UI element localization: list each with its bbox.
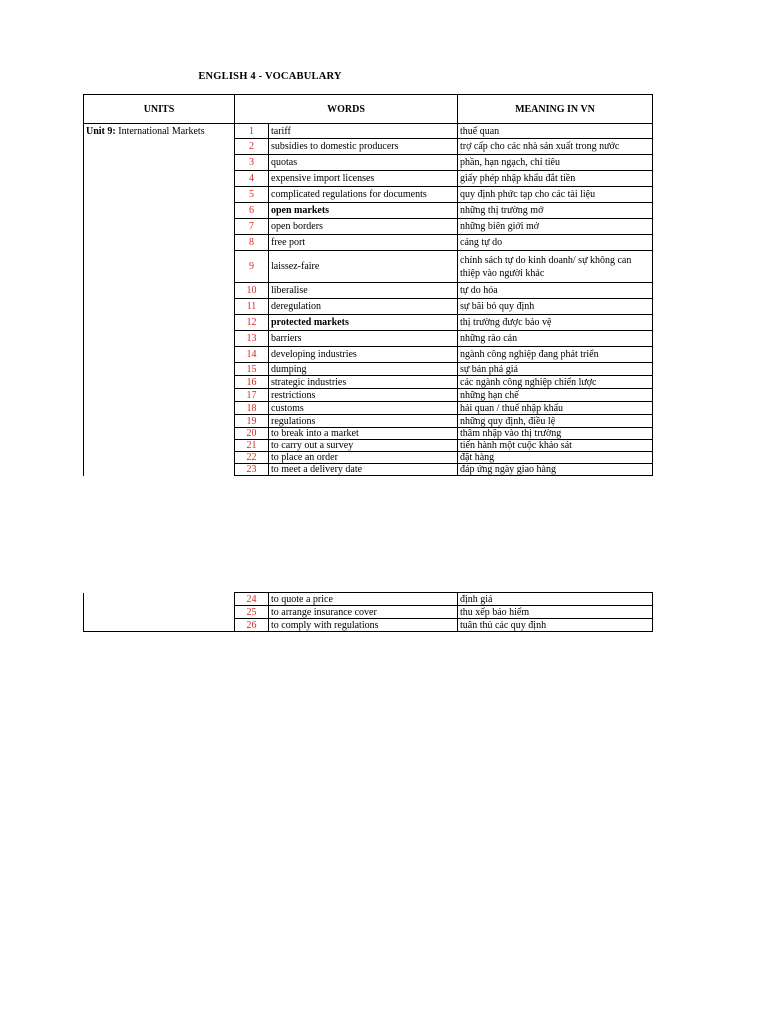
vocab-word: to meet a delivery date	[269, 464, 458, 476]
vocab-word: complicated regulations for documents	[269, 187, 458, 203]
row-number: 25	[235, 606, 269, 619]
vocab-word: to quote a price	[269, 593, 458, 606]
vocab-word: tariff	[269, 124, 458, 139]
vocab-word: to carry out a survey	[269, 440, 458, 452]
vocab-word: developing industries	[269, 347, 458, 363]
vocab-meaning: thuế quan	[458, 124, 653, 139]
row-number: 16	[235, 376, 269, 389]
row-number: 7	[235, 219, 269, 235]
vocab-meaning: cảng tự do	[458, 235, 653, 251]
row-number: 19	[235, 415, 269, 428]
vocab-word: laissez-faire	[269, 251, 458, 283]
vocab-meaning: những rào cản	[458, 331, 653, 347]
vocab-meaning: đặt hàng	[458, 452, 653, 464]
vocab-word: to comply with regulations	[269, 619, 458, 632]
vocab-meaning: trợ cấp cho các nhà sản xuất trong nước	[458, 139, 653, 155]
row-number: 21	[235, 440, 269, 452]
unit-cell	[84, 593, 235, 632]
row-number: 4	[235, 171, 269, 187]
vocab-word: to arrange insurance cover	[269, 606, 458, 619]
vocab-word: protected markets	[269, 315, 458, 331]
row-number: 18	[235, 402, 269, 415]
table-row	[84, 593, 653, 606]
vocab-word: barriers	[269, 331, 458, 347]
vocabulary-table	[83, 94, 653, 476]
header-units: UNITS	[84, 95, 235, 124]
row-number: 1	[235, 124, 269, 139]
vocab-word: customs	[269, 402, 458, 415]
row-number: 20	[235, 428, 269, 440]
vocab-word: expensive import licenses	[269, 171, 458, 187]
table-header-row	[84, 95, 653, 124]
row-number: 26	[235, 619, 269, 632]
vocab-meaning: tuân thủ các quy định	[458, 619, 653, 632]
row-number: 14	[235, 347, 269, 363]
vocab-meaning: tiến hành một cuộc khảo sát	[458, 440, 653, 452]
vocab-meaning: sự bán phá giá	[458, 363, 653, 376]
vocab-meaning: tự do hóa	[458, 283, 653, 299]
vocab-meaning: hải quan / thuế nhập khẩu	[458, 402, 653, 415]
vocab-meaning: thị trường được bảo vệ	[458, 315, 653, 331]
vocabulary-table-continued	[83, 592, 653, 632]
vocab-word: open markets	[269, 203, 458, 219]
row-number: 6	[235, 203, 269, 219]
vocab-meaning: những hạn chế	[458, 389, 653, 402]
row-number: 22	[235, 452, 269, 464]
unit-cell	[84, 124, 235, 476]
vocab-meaning: những biên giới mở	[458, 219, 653, 235]
row-number: 5	[235, 187, 269, 203]
document-title: ENGLISH 4 - VOCABULARY	[198, 71, 342, 82]
row-number: 15	[235, 363, 269, 376]
vocab-meaning: sự bãi bỏ quy định	[458, 299, 653, 315]
vocab-meaning: thâm nhập vào thị trường	[458, 428, 653, 440]
row-number: 3	[235, 155, 269, 171]
vocab-word: subsidies to domestic producers	[269, 139, 458, 155]
vocab-meaning: những thị trường mở	[458, 203, 653, 219]
vocab-meaning: các ngành công nghiệp chiến lược	[458, 376, 653, 389]
row-number: 10	[235, 283, 269, 299]
vocab-word: dumping	[269, 363, 458, 376]
row-number: 2	[235, 139, 269, 155]
vocab-word: free port	[269, 235, 458, 251]
vocab-meaning: định giá	[458, 593, 653, 606]
vocab-word: regulations	[269, 415, 458, 428]
header-words: WORDS	[235, 95, 458, 124]
row-number: 8	[235, 235, 269, 251]
vocab-word: open borders	[269, 219, 458, 235]
vocab-meaning: đáp ứng ngày giao hàng	[458, 464, 653, 476]
row-number: 12	[235, 315, 269, 331]
vocab-meaning: những quy định, điều lệ	[458, 415, 653, 428]
vocab-meaning: phần, hạn ngạch, chỉ tiêu	[458, 155, 653, 171]
row-number: 23	[235, 464, 269, 476]
vocab-word: strategic industries	[269, 376, 458, 389]
vocab-word: restrictions	[269, 389, 458, 402]
vocab-meaning: giấy phép nhập khẩu đắt tiền	[458, 171, 653, 187]
vocab-word: deregulation	[269, 299, 458, 315]
vocab-word: quotas	[269, 155, 458, 171]
header-meaning: MEANING IN VN	[458, 95, 653, 124]
row-number: 17	[235, 389, 269, 402]
vocab-meaning: thu xếp bảo hiểm	[458, 606, 653, 619]
vocab-word: to break into a market	[269, 428, 458, 440]
unit-prefix: Unit 9:	[86, 126, 116, 137]
vocab-meaning: ngành công nghiệp đang phát triển	[458, 347, 653, 363]
row-number: 13	[235, 331, 269, 347]
vocab-meaning: chính sách tự do kinh doanh/ sự không can thiệp vào người khác	[458, 251, 653, 283]
row-number: 11	[235, 299, 269, 315]
table-row	[84, 124, 653, 139]
row-number: 24	[235, 593, 269, 606]
row-number: 9	[235, 251, 269, 283]
unit-name: International Markets	[118, 126, 205, 137]
vocab-meaning: quy định phức tạp cho các tài liệu	[458, 187, 653, 203]
vocab-word: liberalise	[269, 283, 458, 299]
vocab-word: to place an order	[269, 452, 458, 464]
